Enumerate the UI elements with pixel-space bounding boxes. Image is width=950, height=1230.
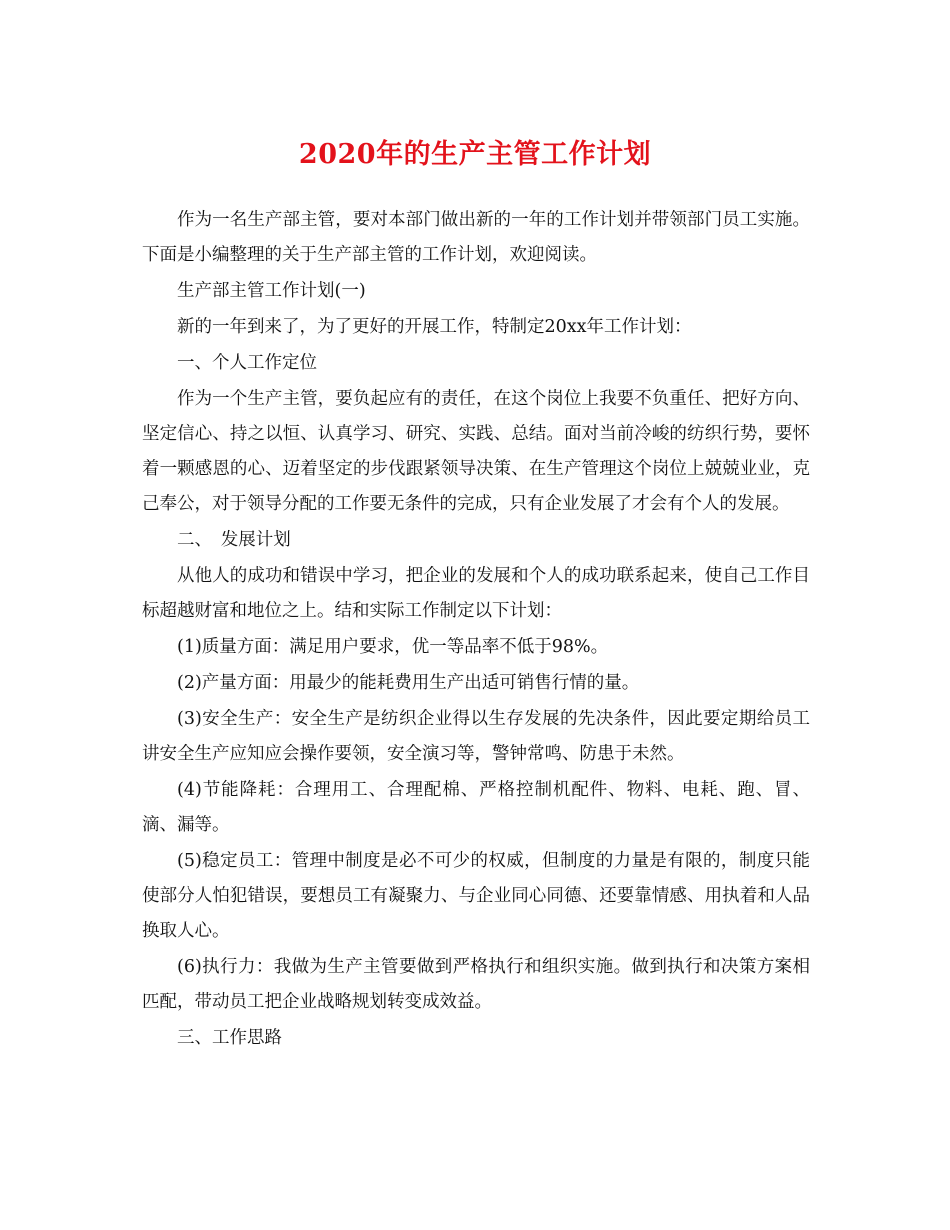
list-item: (6)执行力：我做为生产主管要做到严格执行和组织实施。做到执行和决策方案相匹配，带动员工把企业战略规划转变成效益。 (142, 957, 810, 1012)
paragraph: 作为一个生产主管，要负起应有的责任，在这个岗位上我要不负重任、把好方向、坚定信心、持之以恒、认真学习、研究、实践、总结。面对当前冷峻的纺织行势，要怀着一颗感恩的心、迈着坚定的步伐跟紧领导决策、在生产管理这个岗位上兢兢业业，克己奉公，对于领导分配的工作要无条件的完成，只有企业发展了才会有个人的发展。 (142, 389, 810, 514)
section-heading: 三、工作思路 (177, 1028, 282, 1048)
list-item: (4)节能降耗：合理用工、合理配棉、严格控制机配件、物料、电耗、跑、冒、滴、漏等。 (142, 780, 810, 835)
list-item: (3)安全生产：安全生产是纺织企业得以生存发展的先决条件，因此要定期给员工讲安全生产应知应会操作要领，安全演习等，警钟常鸣、防患于未然。 (142, 709, 810, 764)
list-item: (2)产量方面：用最少的能耗费用生产出适可销售行情的量。 (177, 673, 640, 693)
list-item: (1)质量方面：满足用户要求，优一等品率不低于98%。 (177, 637, 609, 657)
paragraph: 新的一年到来了，为了更好的开展工作，特制定20xx年工作计划： (177, 317, 692, 337)
paragraph: 作为一名生产部主管，要对本部门做出新的一年的工作计划并带领部门员工实施。下面是小编整理的关于生产部主管的工作计划，欢迎阅读。 (142, 210, 810, 265)
document-body (142, 203, 810, 1057)
paragraph: 从他人的成功和错误中学习，把企业的发展和个人的成功联系起来，使自己工作目标超越财富和地位之上。结和实际工作制定以下计划： (142, 566, 810, 621)
document-title: 2020年的生产主管工作计划 (298, 139, 652, 170)
list-item: (5)稳定员工：管理中制度是必不可少的权威，但制度的力量是有限的，制度只能使部分人怕犯错误，要想员工有凝聚力、与企业同心同德、还要靠情感、用执着和人品换取人心。 (142, 851, 810, 941)
section-heading: 二、 发展计划 (177, 530, 291, 550)
section-heading: 生产部主管工作计划(一) (177, 281, 366, 301)
section-heading: 一、个人工作定位 (177, 353, 317, 373)
